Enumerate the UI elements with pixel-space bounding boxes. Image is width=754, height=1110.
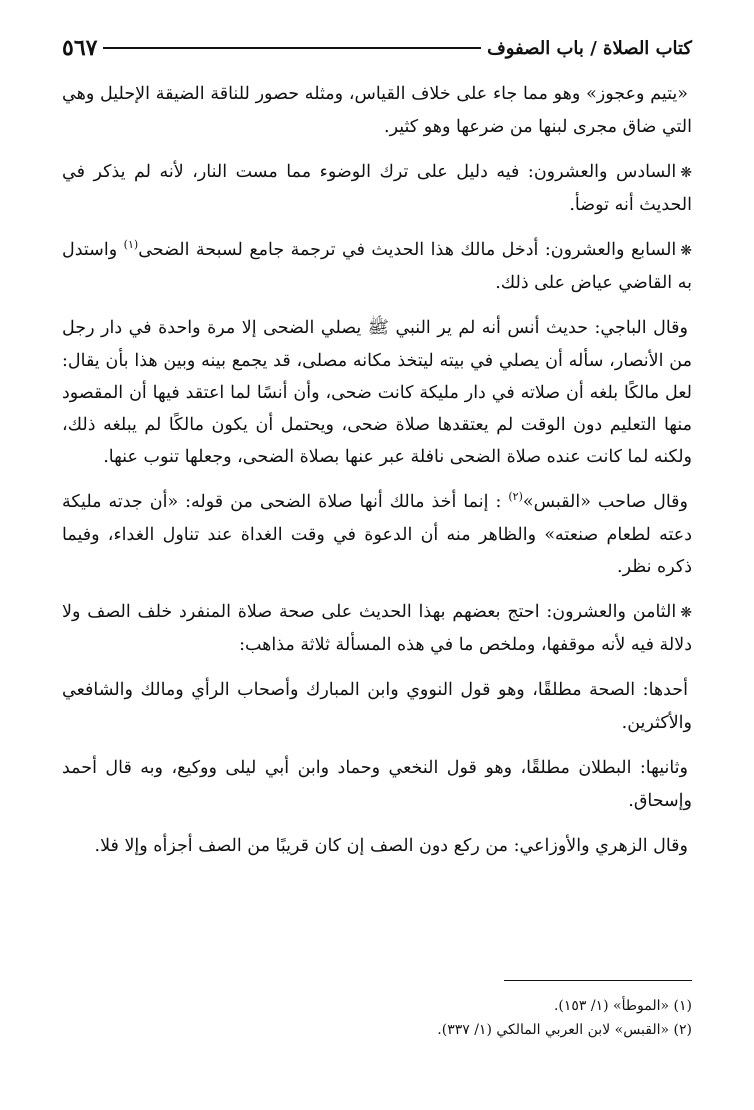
- footnotes: [62, 994, 692, 1042]
- star-marker: ❋: [680, 605, 692, 621]
- paragraph-8: [62, 752, 692, 817]
- star-marker: ❋: [680, 165, 692, 181]
- footnote-separator: [504, 980, 692, 981]
- paragraph-6: [62, 596, 692, 661]
- page-number: ٥٦٧: [62, 35, 98, 61]
- footnote-1: (١) «الموطأ» (١/ ١٥٣).: [553, 998, 692, 1014]
- paragraph-text: وقال صاحب «القبس»: [522, 492, 688, 512]
- paragraph-4: [62, 312, 692, 473]
- page-header: [62, 28, 692, 68]
- paragraph-text: وقال الزهري والأوزاعي: من ركع دون الصف إن كان قريبًا من الصف أجزأه وإلا فلا.: [94, 836, 688, 856]
- paragraph-text: «يتيم وعجوز» وهو مما جاء على خلاف القياس، ومثله حصور للناقة الضيقة الإحليل وهي التي ضاق مجرى لبنها من ضرعها وهو كثير.: [62, 84, 692, 137]
- paragraph-text: وثانيها: البطلان مطلقًا، وهو قول النخعي وحماد وابن أبي ليلى ووكيع، وبه قال أحمد وإسحاق.: [62, 758, 692, 811]
- star-marker: ❋: [680, 243, 692, 259]
- footnote-ref-2: (٢): [508, 490, 523, 504]
- paragraph-5: [62, 486, 692, 583]
- paragraph-9: [62, 830, 692, 863]
- paragraph-2: [62, 156, 692, 221]
- paragraph-text: أحدها: الصحة مطلقًا، وهو قول النووي وابن المبارك وأصحاب الرأي ومالك والشافعي والأكثرين.: [62, 680, 692, 733]
- header-rule: [103, 47, 481, 49]
- paragraph-1: [62, 78, 692, 143]
- footnote-2: (٢) «القبس» لابن العربي المالكي (١/ ٣٣٧).: [437, 1022, 692, 1038]
- paragraph-text: وقال الباجي: حديث أنس أنه لم ير النبي ﷺ يصلي الضحى إلا مرة واحدة في دار رجل من الأنصار، سأله أن يصلي في بيته ليتخذ مكانه مصلى، قد يجمع بينه وبين هذا بأن يقال: لعل مالكًا بلغه أن صلاته في دار مليكة كانت ضحى، وأن أنسًا لما اعتقد فيها أن المقصود منها التعليم دون الوقت لم يعتقدها صلاة ضحى، ويحتمل أن يكون مالكًا لم يبلغه ذلك، ولكنه لما كانت عنده صلاة الضحى نافلة عبر عنها بصلاة الضحى، وجعلها تنوب عنها.: [62, 318, 692, 467]
- paragraph-7: [62, 674, 692, 739]
- paragraph-text: الثامن والعشرون: احتج بعضهم بهذا الحديث على صحة صلاة المنفرد خلف الصف ولا دلالة فيه لأنه موقفها، وملخص ما في هذه المسألة ثلاثة مذاهب:: [62, 602, 692, 655]
- paragraph-3: [62, 234, 692, 299]
- running-title: كتاب الصلاة / باب الصفوف: [487, 37, 692, 59]
- paragraph-tail: : إنما أخذ مالك أنها صلاة الضحى من قوله: «أن جدته مليكة دعته لطعام صنعته» والظاهر منه أن الدعوة في وقت الغداة عند تناول الغداء، وفيما ذكره نظر.: [62, 492, 692, 577]
- paragraph-tail: واستدل به القاضي عياض على ذلك.: [62, 240, 692, 293]
- paragraph-text: السابع والعشرون: أدخل مالك هذا الحديث في ترجمة جامع لسبحة الضحى: [138, 240, 677, 260]
- main-text: [62, 78, 692, 876]
- paragraph-text: السادس والعشرون: فيه دليل على ترك الوضوء مما مست النار، لأنه لم يذكر في الحديث أنه توضأ.: [62, 162, 692, 215]
- footnote-ref-1: (١): [123, 238, 139, 252]
